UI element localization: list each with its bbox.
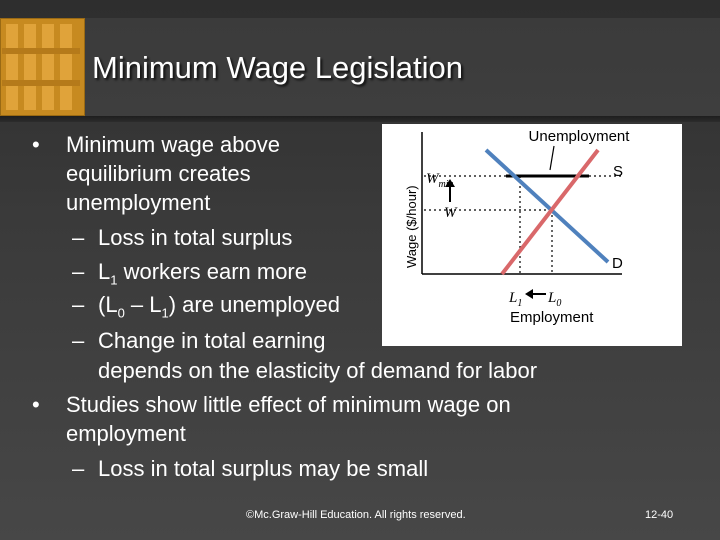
sub-bullet-2-text: workers earn more [117, 259, 307, 284]
sub-bullet-4-line-2: depends on the elasticity of demand for labor [98, 358, 538, 383]
l1-subscript: 1 [110, 272, 118, 288]
bullet-1-line-2: equilibrium creates [66, 161, 251, 186]
unemployment-pointer [550, 146, 554, 170]
dash-glyph: – [72, 225, 85, 250]
l0-open: (L [98, 292, 118, 317]
unemployment-label: Unemployment [528, 128, 630, 145]
l1-subscript: 1 [161, 305, 169, 321]
slide-title: Minimum Wage Legislation [92, 50, 464, 85]
sub-bullet-1: Loss in total surplus [98, 225, 293, 250]
publisher-logo [0, 18, 85, 116]
dash-glyph: – [72, 259, 85, 284]
l1-label: $L_1$ [509, 290, 523, 309]
y-axis-label: Wage ($/hour) [404, 185, 419, 268]
demand-label: D [612, 255, 623, 272]
l1-symbol: L [98, 259, 111, 284]
sub-bullet-3-text: ) are unemployed [168, 292, 340, 317]
bullet-glyph: • [32, 392, 40, 417]
wmin-label: $W_{min}$ [426, 171, 454, 190]
dash-glyph: – [72, 456, 85, 481]
demand-curve [486, 150, 608, 262]
x-axis-label: Employment [510, 309, 594, 326]
minus-l1: – L [124, 292, 162, 317]
l0-label: $L_0$ [548, 290, 562, 309]
bullet-1-line-3: unemployment [66, 190, 211, 215]
dash-glyph: – [72, 328, 85, 353]
sub-bullet-5: Loss in total surplus may be small [98, 456, 429, 481]
l0-subscript: 0 [117, 305, 125, 321]
sub-bullet-4-line-1: Change in total earning [98, 328, 326, 353]
title-underline [0, 116, 720, 122]
page-number: 12-40 [645, 509, 674, 521]
bullet-1-line-1: Minimum wage above [66, 132, 280, 157]
footer-copyright: ©Mc.Graw-Hill Education. All rights reserved. [246, 509, 466, 521]
bullet-glyph: • [32, 132, 40, 157]
employment-arrow-head [525, 289, 533, 299]
supply-label: S [613, 163, 624, 180]
dash-glyph: – [72, 292, 85, 317]
bullet-2-line-2: employment [66, 421, 186, 446]
bullet-2-line-1: Studies show little effect of minimum wage on [66, 392, 511, 417]
labor-market-diagram [382, 124, 682, 346]
w-label: W [444, 205, 457, 221]
